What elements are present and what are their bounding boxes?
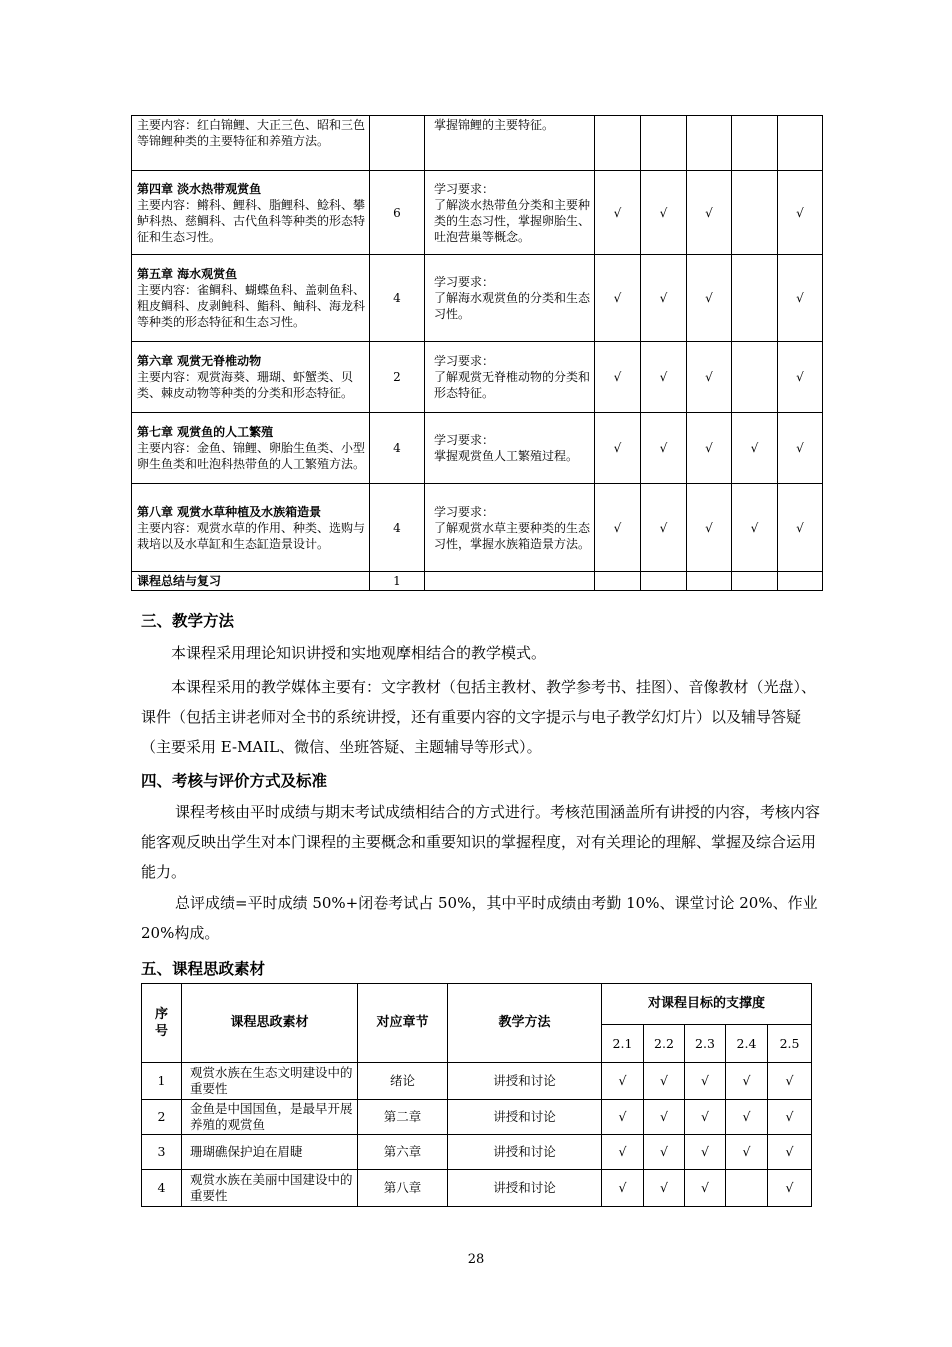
check-cell	[732, 171, 778, 255]
check-cell	[687, 116, 732, 171]
chapter-content: 主要内容：观赏水草的作用、种类、选购与栽培以及水草缸和生态缸造景设计。	[137, 520, 366, 551]
chapter-title: 第四章 淡水热带观赏鱼	[137, 181, 262, 196]
check-cell: √	[732, 484, 778, 572]
table-row	[142, 1170, 812, 1207]
method-cell: 讲授和讨论	[448, 1063, 602, 1100]
hours-cell: 4	[370, 413, 425, 484]
hours-cell: 4	[370, 484, 425, 572]
requirement-title: 学习要求：	[434, 504, 495, 519]
chapter-title: 第八章 观赏水草种植及水族箱造景	[137, 504, 322, 519]
hours-cell: 6	[370, 171, 425, 255]
check-cell: √	[644, 1063, 685, 1100]
check-cell: √	[685, 1170, 726, 1207]
page-number: 28	[467, 1252, 485, 1267]
check-cell: √	[602, 1063, 644, 1100]
course-content-table	[131, 115, 823, 591]
check-cell: √	[602, 1135, 644, 1170]
table-row	[132, 116, 823, 171]
hours-cell: 1	[370, 572, 425, 591]
paragraph: 本课程采用理论知识讲授和实地观摩相结合的教学模式。	[171, 644, 547, 662]
hours-cell: 2	[370, 342, 425, 413]
check-cell	[595, 572, 641, 591]
chapter-title: 第六章 观赏无脊椎动物	[137, 354, 262, 368]
section-heading-assessment: 四、考核与评价方式及标准	[141, 772, 328, 790]
check-cell: √	[687, 171, 732, 255]
requirement-text: 了解海水观赏鱼的分类和生态习性。	[434, 291, 591, 321]
requirement-cell	[425, 255, 595, 342]
check-cell	[778, 572, 823, 591]
check-cell: √	[778, 171, 823, 255]
check-cell	[732, 116, 778, 171]
check-cell	[641, 116, 687, 171]
check-cell	[732, 572, 778, 591]
requirement-title: 学习要求：	[434, 433, 495, 447]
check-cell: √	[685, 1063, 726, 1100]
requirement-text: 了解淡水热带鱼分类和主要种类的生态习性，掌握卵胎生、吐泡营巢等概念。	[434, 197, 591, 244]
check-cell: √	[641, 255, 687, 342]
goal-header: 2.5	[768, 1025, 812, 1063]
chapter-title: 第七章 观赏鱼的人工繁殖	[137, 425, 274, 439]
header-chapter: 对应章节	[358, 984, 448, 1063]
method-cell: 讲授和讨论	[448, 1100, 602, 1135]
check-cell: √	[687, 413, 732, 484]
chapter-content: 主要内容：红白锦鲤、大正三色、昭和三色等锦鲤种类的主要特征和养殖方法。	[137, 118, 366, 148]
chapter-title: 第五章 海水观赏鱼	[137, 267, 238, 281]
chapter-content: 主要内容：金鱼、锦鲤、卵胎生鱼类、小型卵生鱼类和吐泡科热带鱼的人工繁殖方法。	[137, 441, 366, 471]
check-cell	[732, 255, 778, 342]
requirement-cell	[425, 484, 595, 572]
check-cell: √	[644, 1135, 685, 1170]
hours-cell: 4	[370, 255, 425, 342]
goal-header: 2.4	[726, 1025, 768, 1063]
method-cell: 讲授和讨论	[448, 1135, 602, 1170]
check-cell: √	[778, 413, 823, 484]
check-cell: √	[595, 255, 641, 342]
chapter-content-cell	[132, 342, 370, 413]
check-cell: √	[595, 342, 641, 413]
section-heading-ideological-materials: 五、课程思政素材	[141, 960, 266, 978]
requirement-text: 掌握锦鲤的主要特征。	[434, 118, 555, 132]
material-cell: 珊瑚礁保护迫在眉睫	[182, 1135, 358, 1170]
row-number: 4	[142, 1170, 182, 1207]
check-cell: √	[685, 1135, 726, 1170]
table-row	[132, 171, 823, 255]
table-row	[132, 413, 823, 484]
check-cell	[595, 116, 641, 171]
check-cell: √	[595, 413, 641, 484]
check-cell: √	[732, 413, 778, 484]
material-cell: 观赏水族在美丽中国建设中的重要性	[182, 1170, 358, 1207]
check-cell: √	[778, 484, 823, 572]
chapter-cell: 第六章	[358, 1135, 448, 1170]
section-heading-teaching-methods: 三、教学方法	[141, 612, 235, 630]
chapter-content-cell	[132, 484, 370, 572]
table-row	[142, 1100, 812, 1135]
check-cell: √	[644, 1100, 685, 1135]
chapter-content-cell	[132, 116, 370, 171]
check-cell	[687, 572, 732, 591]
check-cell: √	[687, 342, 732, 413]
chapter-content: 主要内容：鳉科、鲤科、脂鲤科、鲶科、攀鲈科热、慈鲷科、古代鱼科等种类的形态特征和生态习性。	[137, 197, 366, 244]
row-number: 1	[142, 1063, 182, 1100]
check-cell: √	[687, 484, 732, 572]
check-cell: √	[778, 255, 823, 342]
check-cell: √	[685, 1100, 726, 1135]
requirement-cell	[425, 171, 595, 255]
chapter-content-cell	[132, 171, 370, 255]
check-cell	[641, 572, 687, 591]
check-cell: √	[778, 342, 823, 413]
goal-header: 2.1	[602, 1025, 644, 1063]
check-cell: √	[768, 1100, 812, 1135]
check-cell: √	[644, 1170, 685, 1207]
check-cell: √	[641, 413, 687, 484]
check-cell	[778, 116, 823, 171]
goal-header: 2.3	[685, 1025, 726, 1063]
check-cell: √	[768, 1063, 812, 1100]
table-row	[132, 342, 823, 413]
material-cell: 观赏水族在生态文明建设中的重要性	[182, 1063, 358, 1100]
requirement-text: 了解观赏无脊椎动物的分类和形态特征。	[434, 370, 591, 400]
table-row	[132, 484, 823, 572]
requirement-cell	[425, 572, 595, 591]
check-cell	[726, 1170, 768, 1207]
check-cell: √	[602, 1170, 644, 1207]
requirement-text: 掌握观赏鱼人工繁殖过程。	[434, 449, 579, 463]
check-cell: √	[602, 1100, 644, 1135]
hours-cell	[370, 116, 425, 171]
check-cell: √	[687, 255, 732, 342]
chapter-cell: 绪论	[358, 1063, 448, 1100]
paragraph: 课程考核由平时成绩与期末考试成绩相结合的方式进行。考核范围涵盖所有讲授的内容，考核内容能客观反映出学生对本门课程的主要概念和重要知识的掌握程度，对有关理论的理解、掌握及综合运用能力。	[141, 803, 821, 881]
check-cell: √	[641, 484, 687, 572]
requirement-cell	[425, 413, 595, 484]
material-cell: 金鱼是中国国鱼，是最早开展养殖的观赏鱼	[182, 1100, 358, 1135]
header-method: 教学方法	[448, 984, 602, 1063]
check-cell: √	[726, 1063, 768, 1100]
chapter-content-cell	[132, 255, 370, 342]
check-cell: √	[641, 171, 687, 255]
goal-header: 2.2	[644, 1025, 685, 1063]
check-cell: √	[641, 342, 687, 413]
chapter-content: 主要内容：雀鲷科、蝴蝶鱼科、盖刺鱼科、粗皮鲷科、皮剥鲀科、鮨科、鲉科、海龙科等种类的形态特征和生态习性。	[137, 283, 366, 329]
header-no: 序号	[142, 984, 182, 1063]
ideological-materials-table	[141, 983, 812, 1207]
chapter-content-cell	[132, 413, 370, 484]
check-cell: √	[726, 1135, 768, 1170]
paragraph: 总评成绩=平时成绩 50%+闭卷考试占 50%，其中平时成绩由考勤 10%、课堂讨论 20%、作业 20%构成。	[141, 894, 818, 942]
header-material: 课程思政素材	[182, 984, 358, 1063]
check-cell: √	[726, 1100, 768, 1135]
check-cell: √	[768, 1135, 812, 1170]
table-row	[132, 255, 823, 342]
table-row	[142, 1135, 812, 1170]
chapter-content-cell	[132, 572, 370, 591]
chapter-title: 课程总结与复习	[137, 574, 222, 588]
paragraph: 本课程采用的教学媒体主要有：文字教材（包括主教材、教学参考书、挂图）、音像教材（光盘）、课件（包括主讲老师对全书的系统讲授，还有重要内容的文字提示与电子教学幻灯片）以及辅导答疑（主要采用 E-MAIL、微信、坐班答疑、主题辅导等形式）。	[141, 678, 817, 756]
requirement-cell	[425, 342, 595, 413]
requirement-title: 学习要求：	[434, 181, 495, 196]
header-support: 对课程目标的支撑度	[602, 984, 812, 1025]
table-row	[142, 1063, 812, 1100]
row-number: 2	[142, 1100, 182, 1135]
check-cell: √	[595, 171, 641, 255]
check-cell: √	[768, 1170, 812, 1207]
requirement-text: 了解观赏水草主要种类的生态习性，掌握水族箱造景方法。	[434, 520, 591, 551]
requirement-title: 学习要求：	[434, 275, 495, 289]
table-row	[132, 572, 823, 591]
chapter-cell: 第八章	[358, 1170, 448, 1207]
check-cell	[732, 342, 778, 413]
method-cell: 讲授和讨论	[448, 1170, 602, 1207]
chapter-content: 主要内容：观赏海葵、珊瑚、虾蟹类、贝类、棘皮动物等种类的分类和形态特征。	[137, 370, 354, 400]
row-number: 3	[142, 1135, 182, 1170]
chapter-cell: 第二章	[358, 1100, 448, 1135]
requirement-title: 学习要求：	[434, 354, 495, 368]
requirement-cell	[425, 116, 595, 171]
check-cell: √	[595, 484, 641, 572]
